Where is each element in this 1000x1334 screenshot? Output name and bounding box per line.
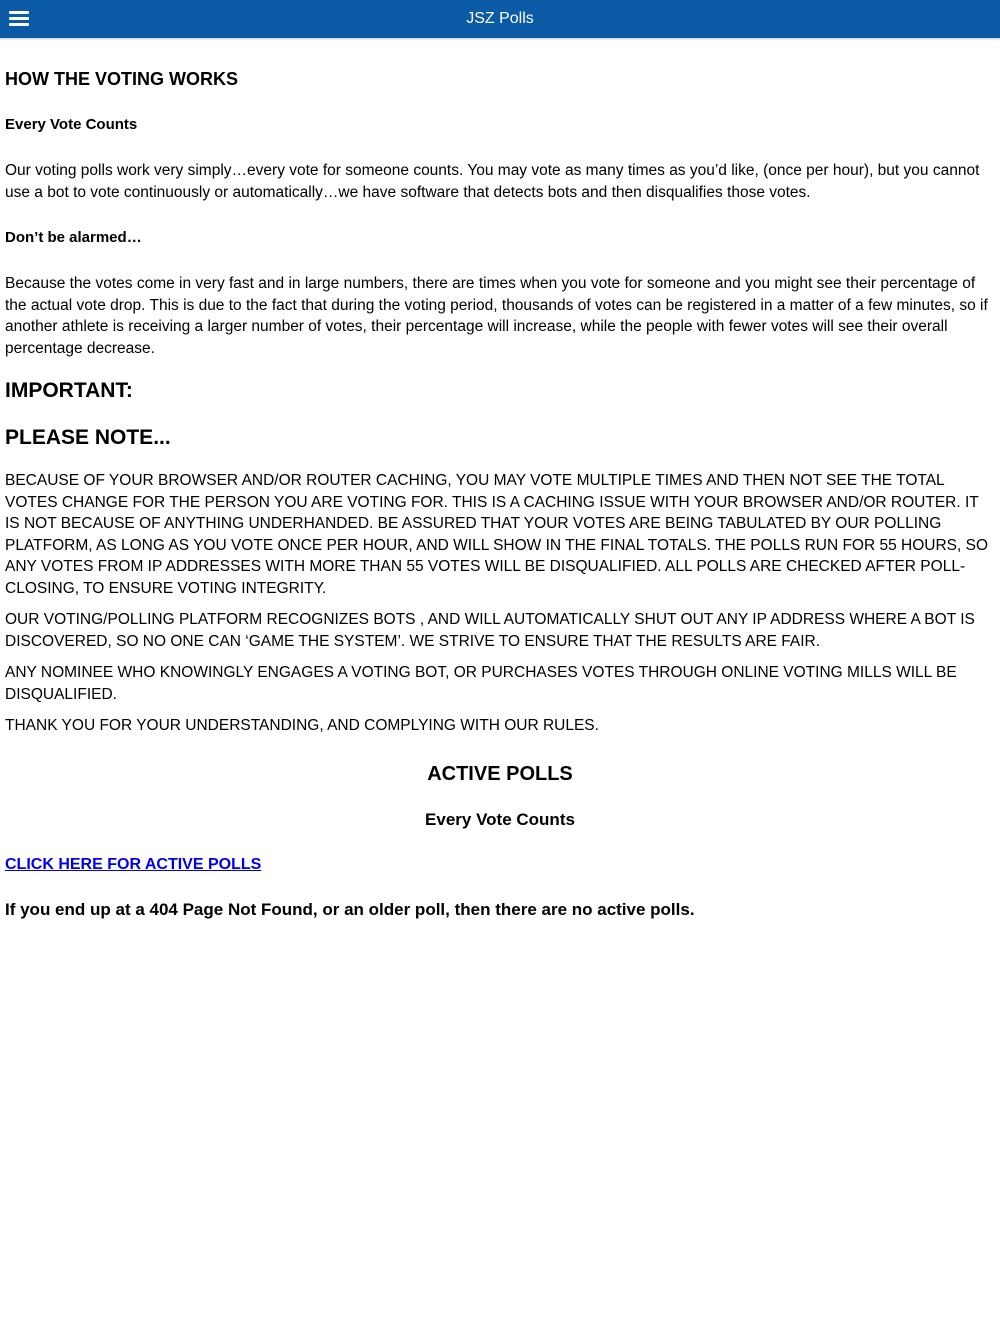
active-polls-heading: ACTIVE POLLS	[427, 762, 573, 785]
notice-paragraph-disqualify: ANY NOMINEE WHO KNOWINGLY ENGAGES A VOTING BOT, OR PURCHASES VOTES THROUGH ONLINE VOTING MILLS WILL BE DISQUALIFIED.	[5, 664, 957, 703]
important-heading: IMPORTANT:	[5, 379, 133, 402]
app-title: JSZ Polls	[466, 10, 534, 27]
notice-paragraph-caching: BECAUSE OF YOUR BROWSER AND/OR ROUTER CACHING, YOU MAY VOTE MULTIPLE TIMES AND THEN NOT SEE THE TOTAL VOTES CHANGE FOR THE PERSON YOU ARE VOTING FOR. THIS IS A CACHING ISSUE WITH YOUR BROWSER AND/OR ROUTER. IT IS NOT BECAUSE OF ANYTHING UNDERHANDED. BE ASSURED THAT YOUR VOTES ARE BEING TABULATED BY OUR POLLING PLATFORM, AS LONG AS YOU VOTE ONCE PER HOUR, AND WILL SHOW IN THE FINAL TOTALS. THE POLLS RUN FOR 55 HOURS, SO ANY VOTES FROM IP ADDRESSES WITH MORE THAN 55 VOTES WILL BE DISQUALIFIED. ALL POLLS ARE CHECKED AFTER POLL-CLOSING, TO ENSURE VOTING INTEGRITY.	[5, 472, 989, 597]
active-polls-subheading: Every Vote Counts	[425, 809, 575, 829]
every-vote-heading: Every Vote Counts	[5, 116, 138, 133]
notice-paragraph-bots: OUR VOTING/POLLING PLATFORM RECOGNIZES BOTS , AND WILL AUTOMATICALLY SHUT OUT ANY IP ADDRESS WHERE A BOT IS DISCOVERED, SO NO ONE CAN ‘GAME THE SYSTEM’. WE STRIVE TO ENSURE THAT THE RESULTS ARE FAIR.	[5, 611, 975, 650]
every-vote-text: Our voting polls work very simply…every vote for someone counts. You may vote as many times as you’d like, (once per hour), but you cannot use a bot to vote continuously or automatically…we have software that detects bots and then disqualifies those votes.	[5, 162, 980, 201]
voting-heading: HOW THE VOTING WORKS	[5, 69, 238, 89]
hamburger-menu-icon[interactable]	[9, 10, 29, 28]
alarm-text: Because the votes come in very fast and in large numbers, there are times when you vote for someone and you might see their percentage of the actual vote drop. This is due to the fact that during the voting period, thousands of votes can be registered in a matter of a few minutes, so if another athlete is receiving a larger number of votes, their percentage will increase, while the people with fewer votes will see their overall percentage decrease.	[5, 275, 988, 357]
no-active-polls-note: If you end up at a 404 Page Not Found, or an older poll, then there are no active polls.	[5, 899, 695, 919]
active-polls-link[interactable]: CLICK HERE FOR ACTIVE POLLS	[5, 855, 262, 873]
notice-paragraph-thanks: THANK YOU FOR YOUR UNDERSTANDING, AND COMPLYING WITH OUR RULES.	[5, 717, 599, 734]
alarm-heading: Don’t be alarmed…	[5, 229, 142, 246]
please-note-heading: PLEASE NOTE...	[5, 426, 171, 449]
page-content	[5, 66, 995, 922]
top-app-bar	[0, 0, 1000, 38]
